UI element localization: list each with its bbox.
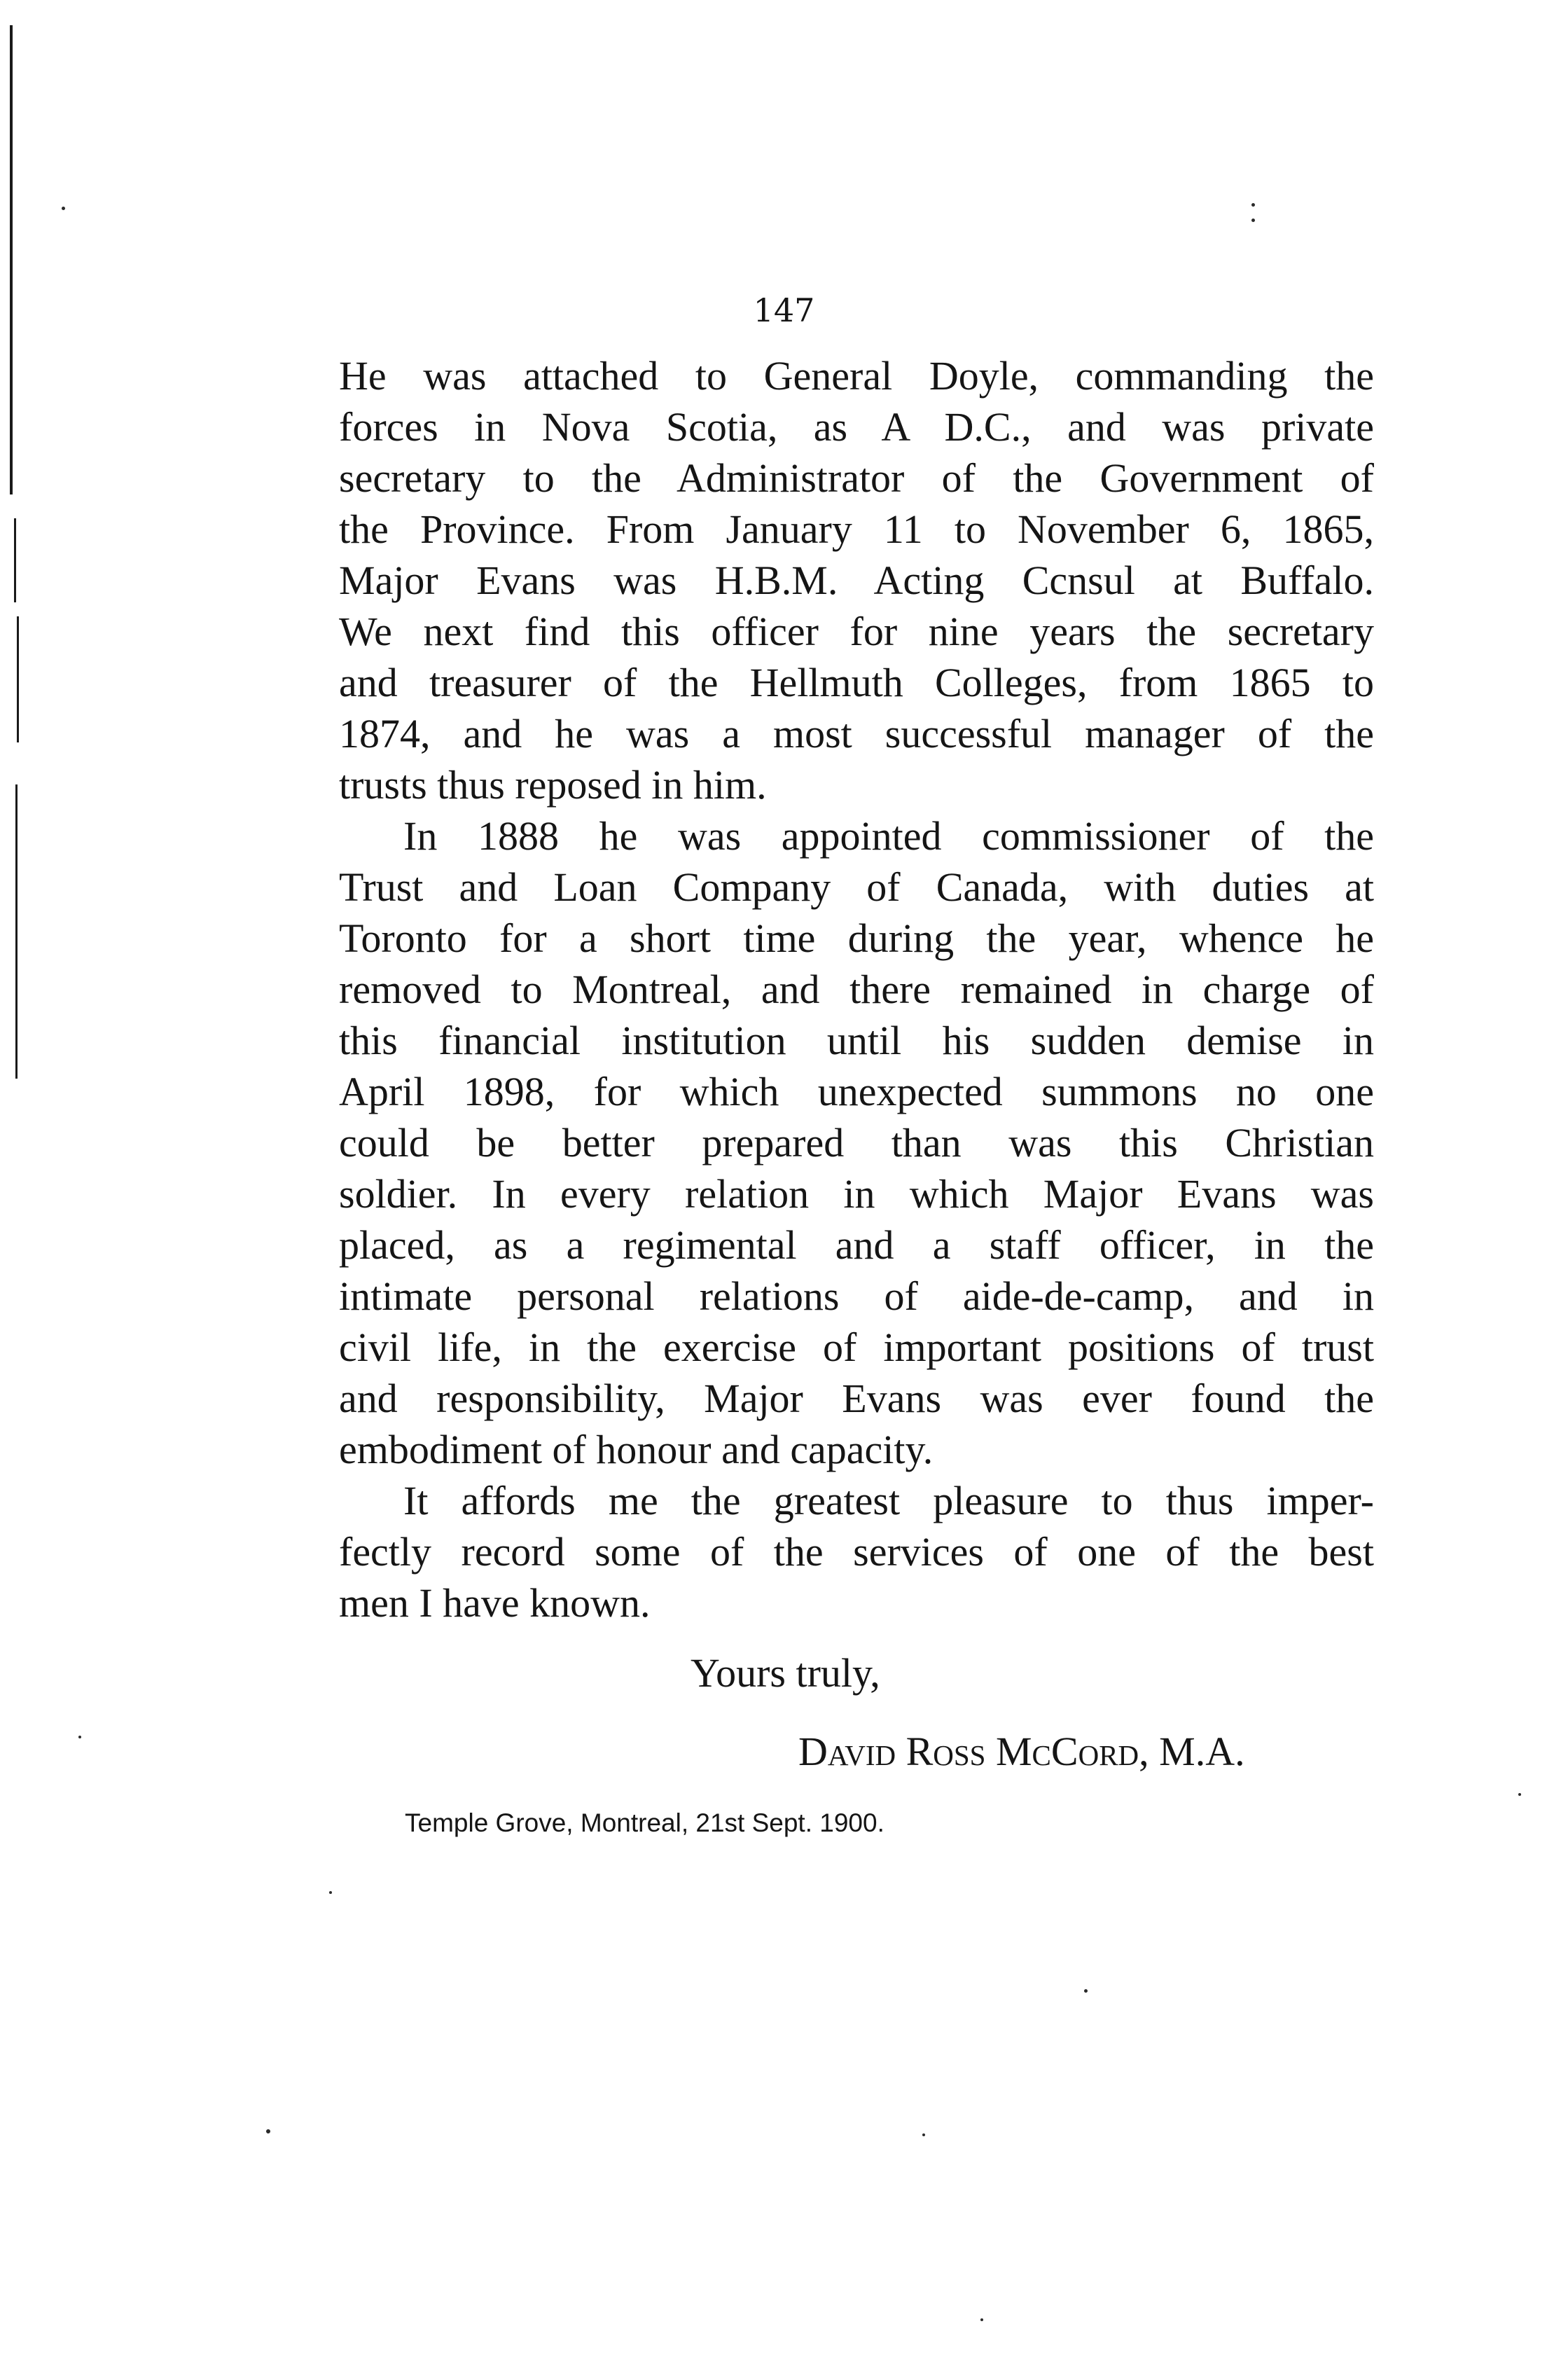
page-edge-line: [14, 518, 16, 602]
text-line: In 1888 he was appointed commissioner of the: [403, 813, 1374, 859]
speck: [266, 2129, 270, 2133]
page-edge-line: [10, 25, 13, 494]
text-line: civil life, in the exercise of important positions of trust: [339, 1324, 1374, 1370]
text-line: the Province. From January 11 to November 6, 1865,: [339, 506, 1374, 552]
speck: [922, 2133, 925, 2136]
place-and-date: Temple Grove, Montreal, 21st Sept. 1900.: [405, 1808, 884, 1837]
speck: [78, 1736, 81, 1738]
text-line: soldier. In every relation in which Major Evans was: [339, 1171, 1374, 1217]
text-line: secretary to the Administrator of the Government of: [339, 455, 1374, 501]
speck: [980, 2318, 983, 2321]
text-line: Major Evans was H.B.M. Acting Ccnsul at Buffalo.: [339, 558, 1374, 603]
text-line: embodiment of honour and capacity.: [339, 1427, 934, 1472]
text-line: men I have known.: [339, 1580, 651, 1626]
paragraph: [339, 350, 1374, 810]
text-line: this financial institution until his sudden demise in: [339, 1018, 1374, 1063]
text-line: Toronto for a short time during the year, whence he: [339, 915, 1374, 961]
speck: [1251, 203, 1255, 207]
text-line: It affords me the greatest pleasure to thus imper-: [403, 1478, 1374, 1523]
text-line: intimate personal relations of aide-de-camp, and in: [339, 1273, 1374, 1319]
text-line: could be better prepared than was this Christian: [339, 1120, 1374, 1165]
text-line: and responsibility, Major Evans was ever found the: [339, 1376, 1374, 1421]
text-line: April 1898, for which unexpected summons no one: [339, 1069, 1374, 1114]
text-line: removed to Montreal, and there remained in charge of: [339, 967, 1374, 1012]
text-line: Trust and Loan Company of Canada, with duties at: [339, 864, 1374, 910]
text-line: We next find this officer for nine years the secretary: [339, 609, 1374, 654]
text-line: He was attached to General Doyle, commanding the: [339, 353, 1374, 399]
page-edge-line: [17, 616, 19, 742]
speck: [329, 1891, 332, 1894]
text-line: placed, as a regimental and a staff officer, in the: [339, 1222, 1374, 1268]
text-line: 1874, and he was a most successful manager of the: [339, 711, 1374, 756]
signature: David Ross McCord, M.A.: [798, 1729, 1245, 1774]
paragraph: [339, 810, 1374, 1475]
page-number: 147: [753, 291, 815, 329]
text-line: and treasurer of the Hellmuth Colleges, from 1865 to: [339, 660, 1374, 705]
paragraph: [339, 1475, 1374, 1628]
speck: [1518, 1793, 1521, 1796]
text-line: trusts thus reposed in him.: [339, 762, 767, 808]
page-edge-line: [15, 784, 18, 1079]
closing-salutation: Yours truly,: [691, 1650, 880, 1696]
speck: [1251, 219, 1255, 222]
speck: [62, 207, 65, 210]
speck: [1084, 1989, 1088, 1993]
text-line: fectly record some of the services of one of the best: [339, 1529, 1374, 1575]
text-line: forces in Nova Scotia, as A D.C., and was private: [339, 404, 1374, 450]
letter-body: [339, 350, 1374, 1628]
